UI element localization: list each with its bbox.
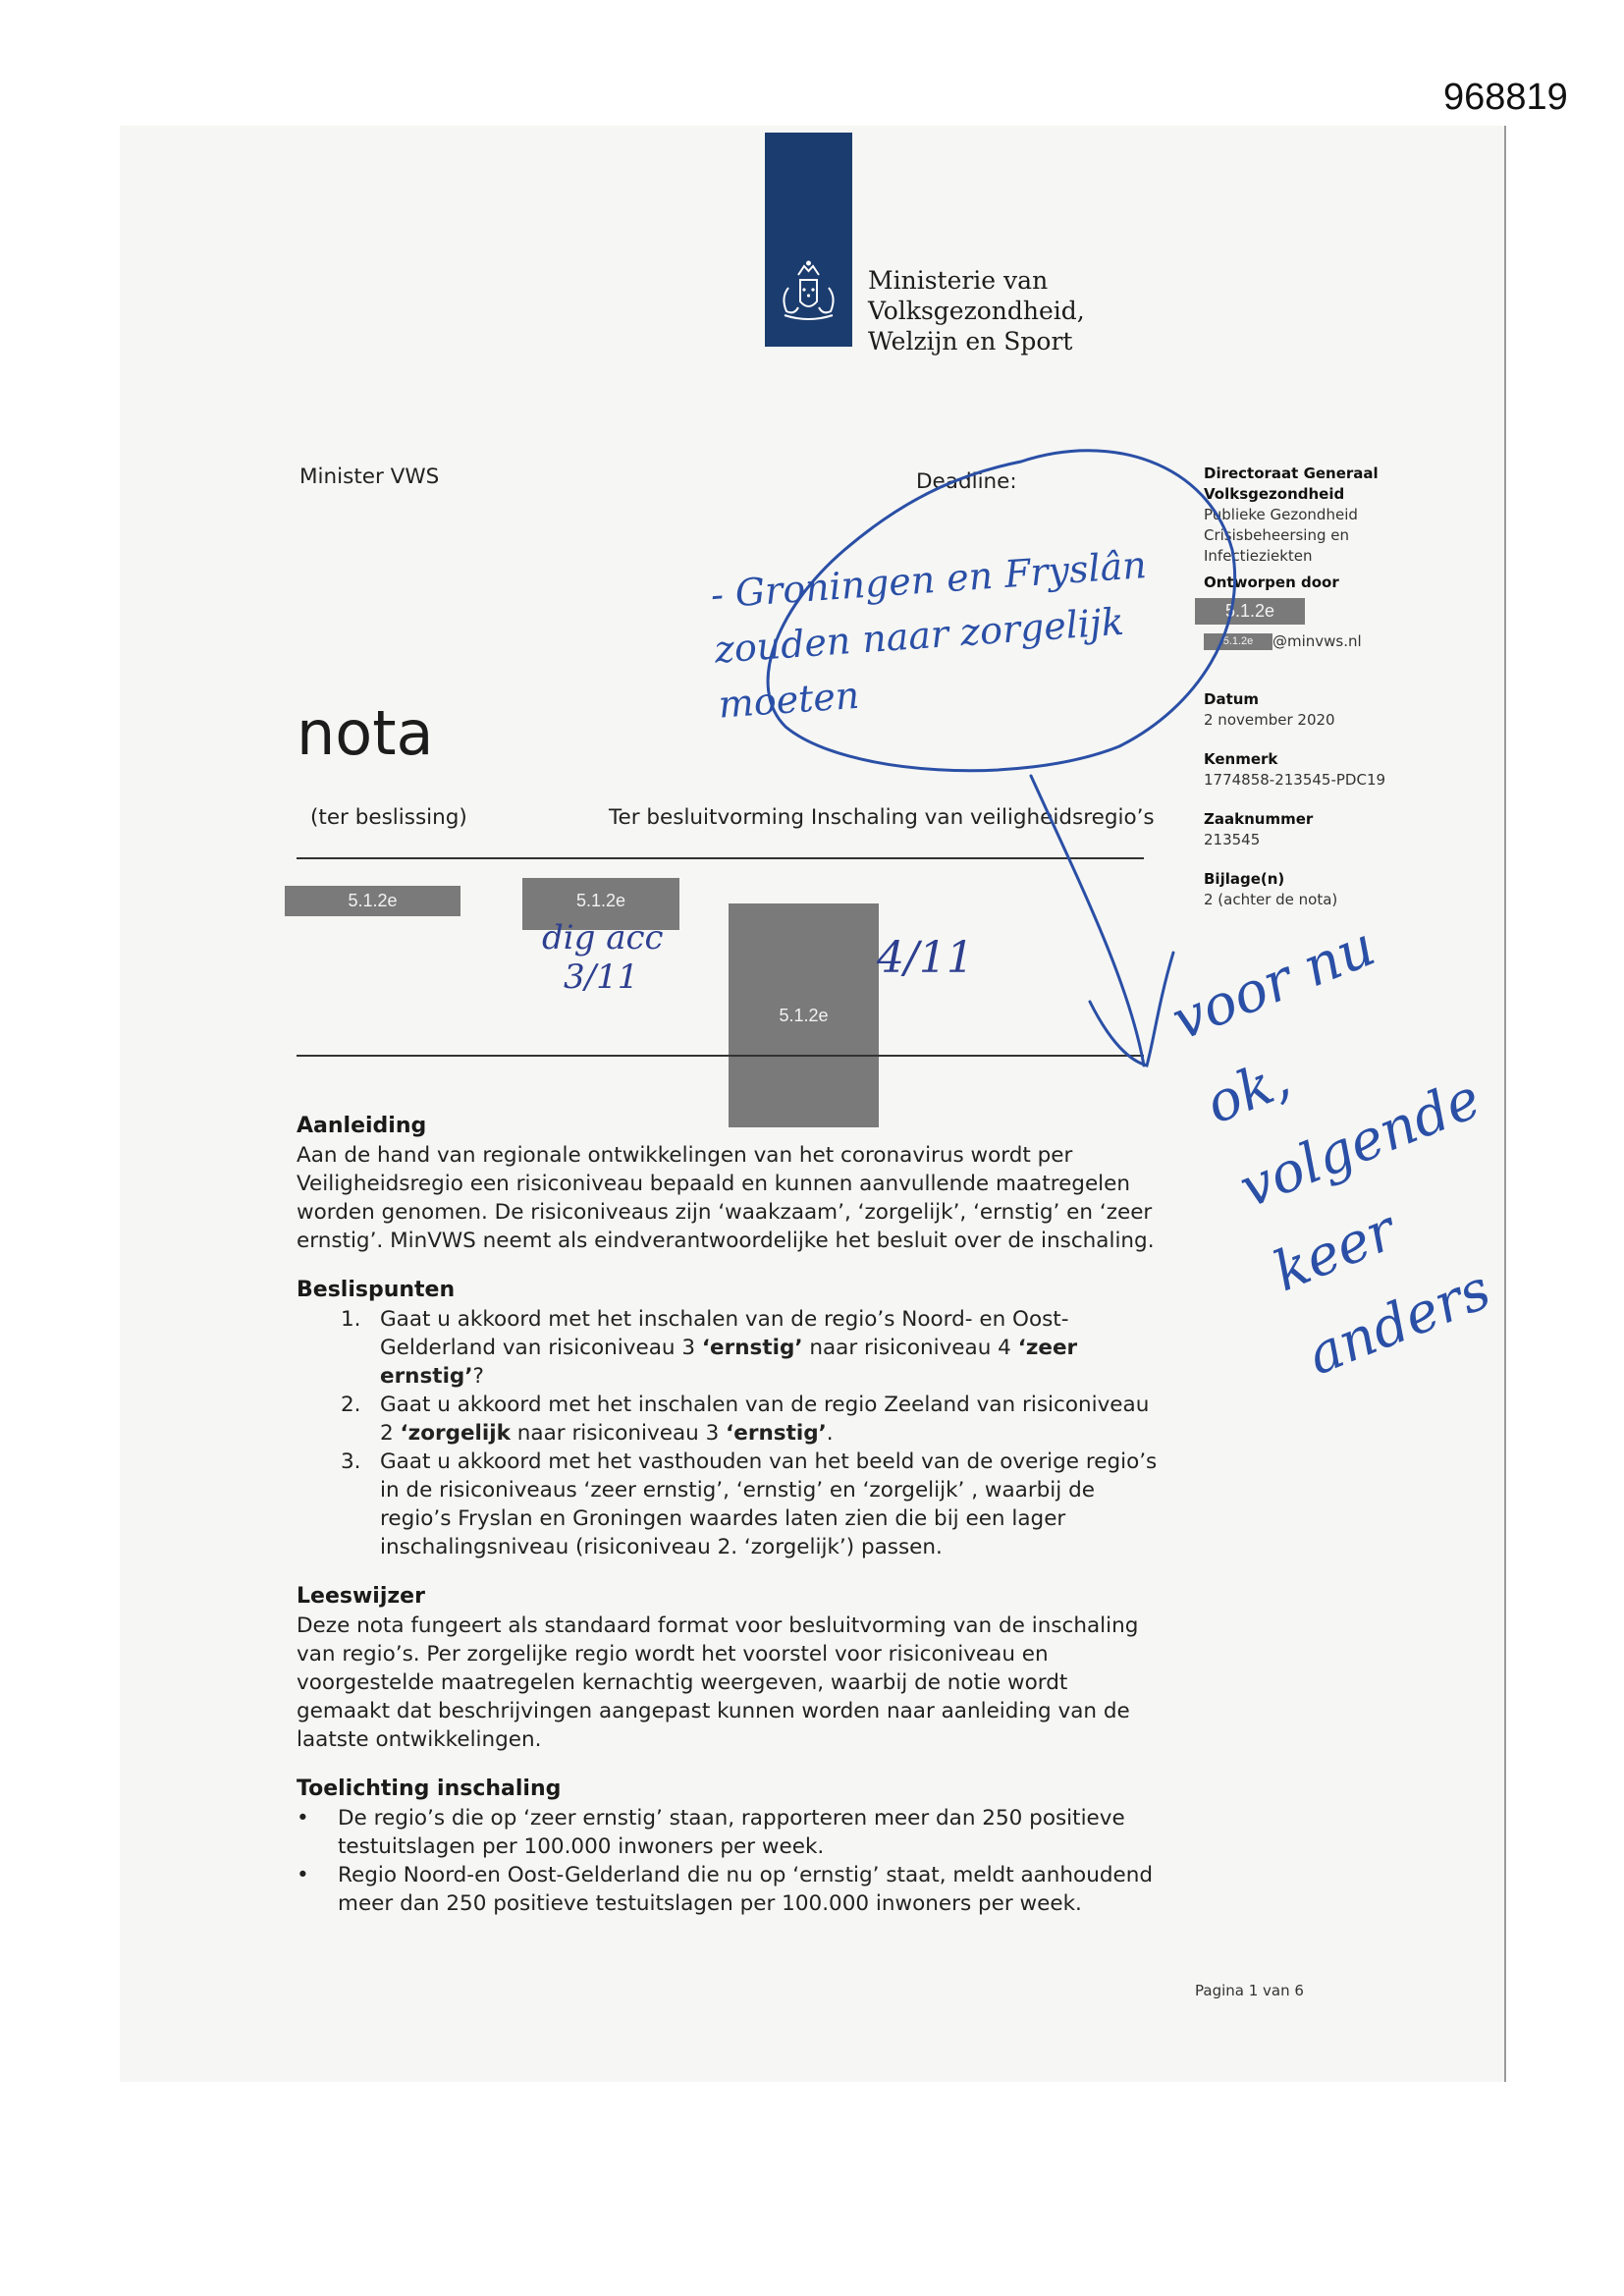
- handwritten-note: - Groningen en Fryslân zouden naar zorgelijk moeten: [709, 542, 1149, 727]
- bullet-item: • De regio’s die op ‘zeer ernstig’ staan, rapporteren meer dan 250 positieve testuitslagen per 100.000 inwoners per week.: [297, 1804, 1165, 1861]
- section-text: Deze nota fungeert als standaard format voor besluitvorming van de inschaling van regio’s. Per zorgelijke regio wordt het voorstel voor risiconiveau en voorgestelde maatregelen kernachtig weergeven, waarbij de notie wordt gemaakt dat beschrijvingen aangepast kunnen worden naar aanleiding van de laatste ontwikkelingen.: [297, 1613, 1139, 1752]
- section-text: Aan de hand van regionale ontwikkelingen van het coronavirus wordt per Veiligheidsregio een risiconiveau bepaald en kunnen aanvullende maatregelen worden genomen. De risiconiveaus zijn ‘waakzaam’, ‘zorgelijk’, ‘ernstig’ en ‘zeer ernstig’. MinVWS neemt als eindverantwoordelijke het besluit over de inschaling.: [297, 1143, 1155, 1253]
- redaction-block: 5.1.2e: [729, 903, 879, 1127]
- redaction-block: 5.1.2e: [1195, 598, 1305, 625]
- item-text: .: [826, 1421, 834, 1446]
- redaction-block: 5.1.2e: [522, 878, 679, 930]
- handwritten-initial-text: dig acc: [542, 918, 664, 957]
- bullet-item: • Regio Noord-en Oost-Gelderland die nu op ‘ernstig’ staat, meldt aanhoudend meer dan 250 positieve testuitslagen per 100.000 inwoners per week.: [297, 1861, 1165, 1918]
- addressee: Minister VWS: [299, 465, 440, 489]
- document-id: 968819: [1443, 77, 1568, 118]
- item-emphasis: ‘zorgelijk: [400, 1421, 511, 1446]
- section-heading: Toelichting inschaling: [297, 1777, 562, 1801]
- ink-arrow-line: [1031, 776, 1144, 1066]
- section-heading: Aanleiding: [297, 1114, 427, 1138]
- item-text: Gaat u akkoord met het inschalen van de regio Zeeland van risiconiveau 2: [380, 1393, 1150, 1446]
- handwritten-initial-date: 3/11: [564, 957, 639, 997]
- doc-type-title: nota: [297, 697, 434, 769]
- dept-line1: Directoraat Generaal: [1204, 465, 1379, 482]
- item-emphasis: ‘zeer ernstig’: [380, 1336, 1078, 1389]
- unit-line2: Crisisbeheersing en: [1204, 526, 1350, 544]
- email-suffix: @minvws.nl: [1272, 632, 1362, 650]
- ref-value: 1774858-213545-PDC19: [1204, 771, 1386, 789]
- ref-label: Kenmerk: [1204, 750, 1278, 768]
- item-emphasis: ‘ernstig’: [726, 1421, 827, 1446]
- unit-line3: Infectieziekten: [1204, 547, 1313, 565]
- item-number: 1.: [341, 1307, 361, 1332]
- section-heading: Beslispunten: [297, 1278, 456, 1302]
- unit-line1: Publieke Gezondheid: [1204, 506, 1358, 523]
- dept-line2: Volksgezondheid: [1204, 485, 1345, 503]
- item-text: naar risiconiveau 3: [510, 1421, 727, 1446]
- doc-subtype: (ter beslissing): [310, 805, 467, 830]
- item-text: naar risiconiveau 4: [802, 1336, 1018, 1360]
- item-text: ?: [472, 1364, 484, 1389]
- redaction-block: 5.1.2e: [285, 886, 460, 916]
- ministry-name-line1: Ministerie van Volksgezondheid,: [868, 266, 1085, 325]
- date-value: 2 november 2020: [1204, 711, 1335, 729]
- redaction-block: 5.1.2e: [1204, 633, 1272, 650]
- item-number: 3.: [341, 1449, 361, 1474]
- date-label: Datum: [1204, 690, 1260, 708]
- handwritten-date: 4/11: [877, 933, 974, 983]
- attachments-value: 2 (achter de nota): [1204, 891, 1338, 908]
- case-value: 213545: [1204, 831, 1261, 848]
- ink-arrow-head: [1090, 953, 1173, 1066]
- attachments-label: Bijlage(n): [1204, 870, 1285, 888]
- designed-by-label: Ontworpen door: [1204, 574, 1339, 591]
- page-number: Pagina 1 van 6: [1195, 1982, 1304, 1999]
- item-emphasis: ‘ernstig’: [701, 1336, 803, 1360]
- ministry-name-line2: Welzijn en Sport: [868, 327, 1073, 355]
- handwritten-side-note: voor nu ok, volgende keer anders: [1163, 914, 1499, 1389]
- item-text: Gaat u akkoord met het vasthouden van het beeld van de overige regio’s in de risiconiveaus ‘zeer ernstig’, ‘ernstig’ en ‘zorgelijk’ , waarbij de regio’s Fryslan en Groningen waardes laten zien die bij een lager inschalingsniveau (risiconiveau 2. ‘zorgelijk’) passen.: [380, 1449, 1158, 1559]
- item-number: 2.: [341, 1393, 361, 1417]
- section-heading: Leeswijzer: [297, 1584, 425, 1609]
- subject-line: Ter besluitvorming Inschaling van veiligheidsregio’s: [609, 805, 1155, 830]
- deadline-label: Deadline:: [916, 469, 1017, 494]
- item-text: Gaat u akkoord met het inschalen van de regio’s Noord- en Oost-Gelderland van risiconiveau 3: [380, 1307, 1069, 1360]
- case-label: Zaaknummer: [1204, 810, 1314, 828]
